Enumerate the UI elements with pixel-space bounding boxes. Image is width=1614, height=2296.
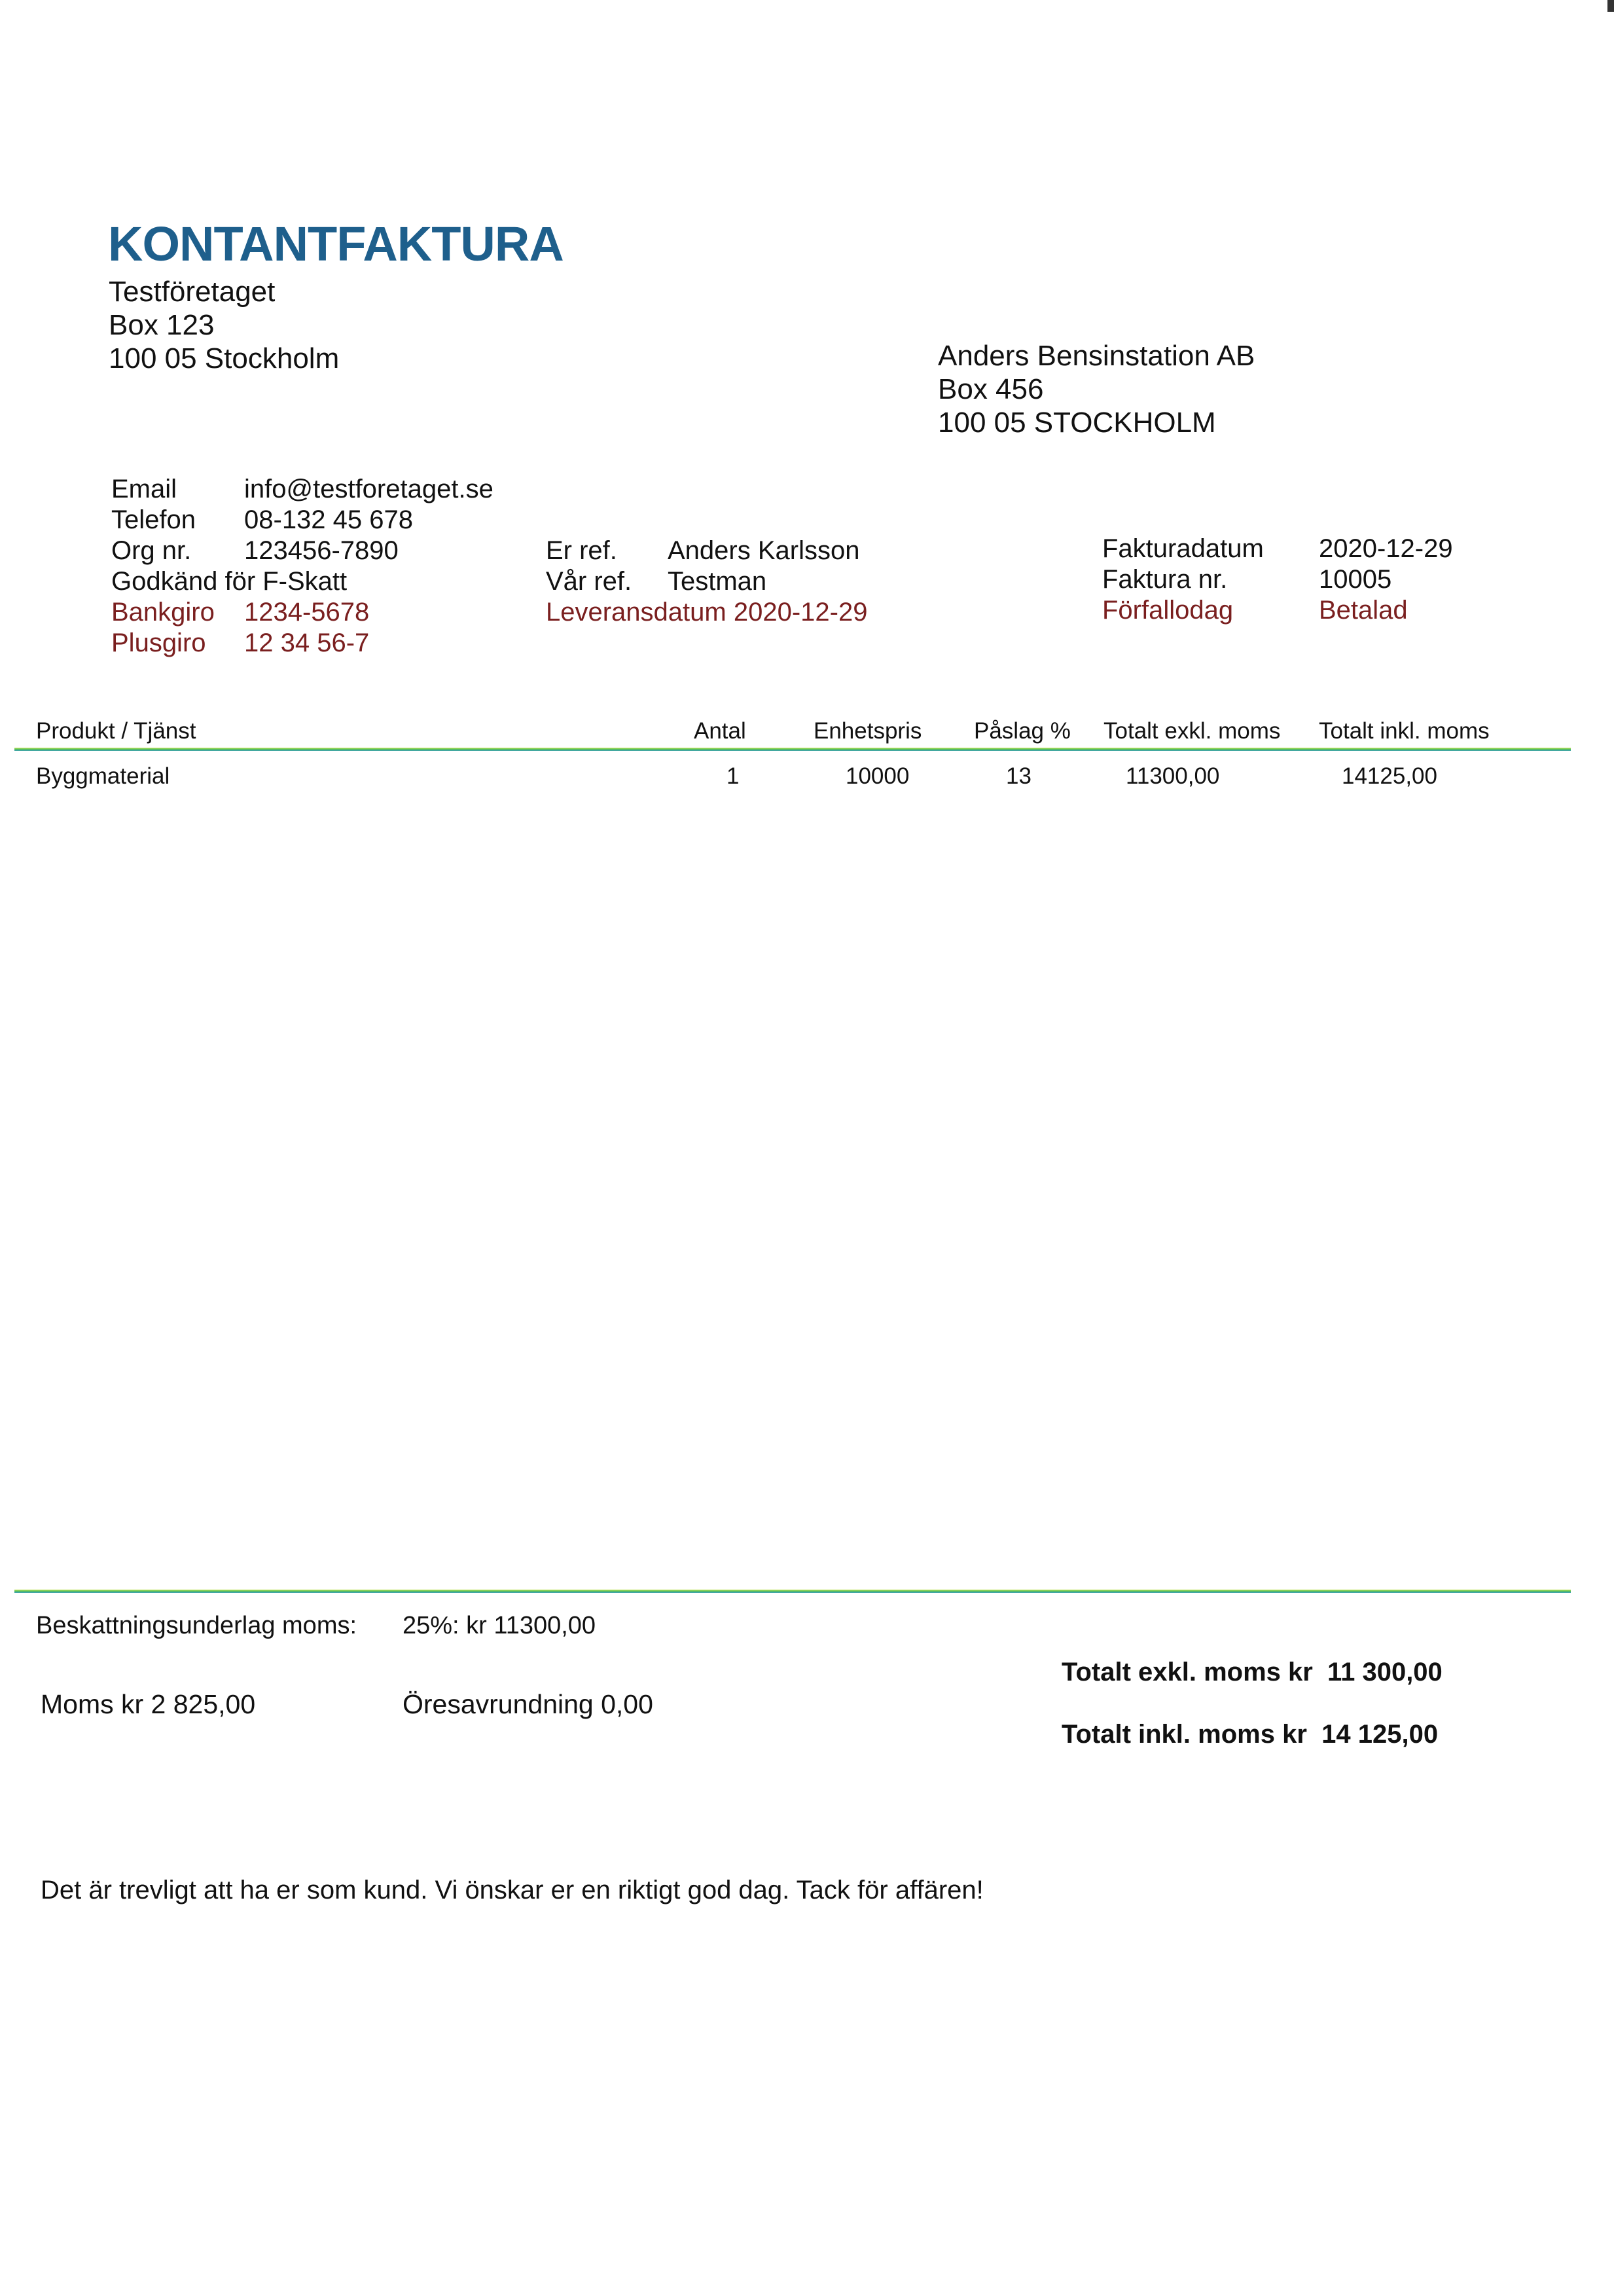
invoice-date-label: Fakturadatum [1102, 534, 1264, 563]
sender-street: Box 123 [109, 309, 215, 341]
invoice-date-value: 2020-12-29 [1319, 534, 1453, 563]
tax-base-value: 25%: kr 11300,00 [403, 1612, 596, 1639]
plusgiro-value: 12 34 56-7 [244, 629, 370, 657]
sender-city: 100 05 Stockholm [109, 342, 340, 374]
email-value: info@testforetaget.se [244, 475, 493, 503]
cell-unit-price: 10000 [846, 763, 910, 789]
col-header-markup: Påslag % [974, 718, 1071, 744]
scan-edge-mark [1607, 0, 1614, 12]
sender-address [109, 275, 339, 375]
recipient-address [938, 339, 1255, 439]
var-ref-label: Vår ref. [546, 567, 632, 596]
cell-product: Byggmaterial [36, 763, 170, 789]
phone-value: 08-132 45 678 [244, 505, 414, 534]
summary-divider [14, 1590, 1571, 1593]
col-header-product: Produkt / Tjänst [36, 718, 196, 744]
var-ref-value: Testman [668, 567, 767, 596]
invoice-meta [1102, 534, 1453, 626]
col-header-total-excl: Totalt exkl. moms [1103, 718, 1281, 744]
tax-base-label: Beskattningsunderlag moms: [36, 1612, 357, 1639]
references [546, 536, 867, 628]
cell-total-incl: 14125,00 [1342, 763, 1437, 789]
footer-message: Det är trevligt att ha er som kund. Vi önskar er en riktigt god dag. Tack för affären! [41, 1876, 984, 1904]
recipient-city: 100 05 STOCKHOLM [938, 407, 1216, 439]
header-divider [14, 748, 1571, 751]
org-value: 123456-7890 [244, 536, 399, 565]
total-excl-vat: Totalt exkl. moms kr 11 300,00 [1062, 1658, 1443, 1686]
cell-qty: 1 [726, 763, 740, 789]
col-header-total-incl: Totalt inkl. moms [1319, 718, 1490, 744]
company-info [111, 474, 493, 659]
org-label: Org nr. [111, 536, 192, 565]
document-title: KONTANTFAKTURA [108, 217, 564, 271]
delivery-date: Leveransdatum 2020-12-29 [546, 598, 868, 627]
fskatt-text: Godkänd för F-Skatt [111, 567, 348, 596]
invoice-number-label: Faktura nr. [1102, 565, 1228, 594]
recipient-street: Box 456 [938, 373, 1044, 405]
vat-amount: Moms kr 2 825,00 [41, 1689, 256, 1719]
email-label: Email [111, 475, 177, 503]
sender-name: Testföretaget [109, 276, 276, 308]
bankgiro-label: Bankgiro [111, 598, 215, 627]
er-ref-label: Er ref. [546, 536, 617, 565]
due-label: Förfallodag [1102, 596, 1234, 625]
cell-markup: 13 [1006, 763, 1031, 789]
phone-label: Telefon [111, 505, 196, 534]
total-incl-vat: Totalt inkl. moms kr 14 125,00 [1062, 1720, 1439, 1749]
er-ref-value: Anders Karlsson [668, 536, 860, 565]
cell-total-excl: 11300,00 [1126, 763, 1220, 789]
invoice-number-value: 10005 [1319, 565, 1392, 594]
recipient-name: Anders Bensinstation AB [938, 340, 1255, 372]
due-value: Betalad [1319, 596, 1408, 625]
bankgiro-value: 1234-5678 [244, 598, 370, 627]
rounding: Öresavrundning 0,00 [403, 1689, 653, 1719]
col-header-unit-price: Enhetspris [814, 718, 922, 744]
col-header-qty: Antal [694, 718, 746, 744]
plusgiro-label: Plusgiro [111, 629, 206, 657]
